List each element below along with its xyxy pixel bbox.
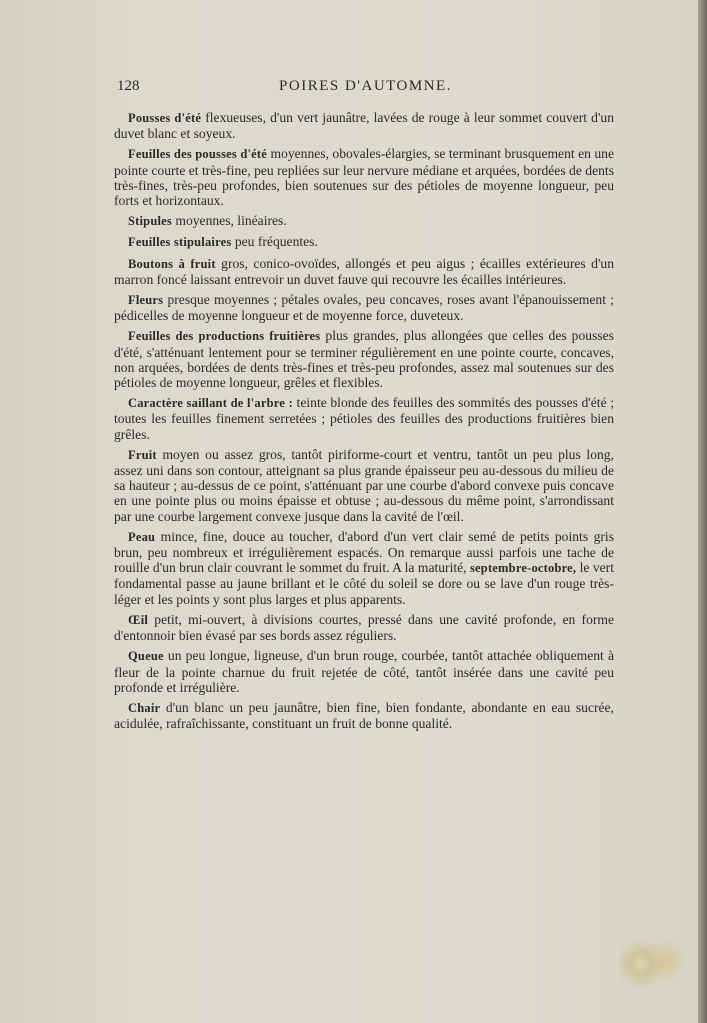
paragraph-text: plus grandes, plus allongées que celles des pousses d'été, s'atténuant lentement pour se terminer régulièrement en une pointe courte, concaves, non arquées, bordées de dents très-fines et très-peu profondes, assez mal soutenues sur des pétioles de moyenne longueur, grêles et flexibles. [114, 328, 614, 391]
paragraph-text: flexueuses, d'un vert jaunâtre, lavées de rouge à leur sommet couvert d'un duvet blanc et soyeux. [114, 110, 614, 142]
paragraph-lead: Queue [128, 649, 164, 664]
paragraph-text: presque moyennes ; pétales ovales, peu concaves, roses avant l'épanouissement ; pédicelles de moyenne longueur et de moyenne force, duveteux. [114, 292, 614, 324]
paragraph [114, 328, 614, 390]
page-number: 128 [117, 78, 140, 94]
running-title: POIRES D'AUTOMNE. [279, 78, 452, 94]
paragraph-bold-inline: septembre-octobre, [469, 561, 577, 576]
paragraph-lead: Chair [128, 700, 161, 715]
paragraph-text: teinte blonde des feuilles des sommités des pousses d'été ; toutes les feuilles finement serretées ; pétioles des feuilles des productions fruitières bien grêles. [114, 395, 615, 442]
paragraph-lead: Feuilles stipulaires [128, 235, 232, 250]
paragraph-lead: Pousses d'été [128, 111, 202, 125]
paragraph-text: mince, fine, douce au toucher, d'abord d'un vert clair semé de petits points gris brun, peu nombreux et irrégulièrement espacés. On remarque aussi parfois une tache de rouille d'un brun clair couvrant le sommet du fruit. A la maturité, [114, 528, 614, 576]
paragraph-lead: Feuilles des productions fruitières [128, 329, 321, 344]
paragraph-lead: Boutons à fruit [128, 256, 216, 271]
paragraph [114, 700, 614, 731]
paragraph [114, 395, 614, 442]
paragraph-text: moyen ou assez gros, tantôt piriforme-court et ventru, tantôt un peu plus long, assez uni dans son contour, atteignant sa plus grande épaisseur peu au-dessous du milieu de sa hauteur ; au-dessus de ce point, s'atténuant par une courbe d'abord convexe puis concave en une pointe plus ou moins épaisse et obtuse ; au-dessous du même point, s'arrondissant par une courbe largement convexe jusque dans la cavité de l'œil. [114, 446, 614, 524]
paragraph-text: gros, conico-ovoïdes, allongés et peu aigus ; écailles extérieures d'un marron foncé laissant entrevoir un duvet fauve qui recouvre les écailles intérieures. [114, 255, 614, 287]
paragraph-lead: Stipules [128, 214, 172, 229]
paragraph [114, 146, 614, 208]
paragraph-lead: Fruit [128, 447, 157, 462]
paragraph-lead: Œil [128, 612, 149, 627]
page-body [114, 110, 614, 736]
paragraph-text: d'un blanc un peu jaunâtre, bien fine, bien fondante, abondante en eau sucrée, acidulée, rafraîchissante, constituant un fruit de bonne qualité. [114, 699, 614, 732]
paragraph [114, 256, 614, 287]
paragraph-text: un peu longue, ligneuse, d'un brun rouge, courbée, tantôt attachée obliquement à fleur de la pointe charnue du fruit rejetée de côté, tantôt insérée dans une cavité peu profonde et irrégulière. [114, 648, 614, 695]
paragraph-lead: Peau [128, 529, 156, 544]
paragraph [114, 612, 614, 643]
paragraph [114, 110, 614, 141]
paragraph-text: petit, mi-ouvert, à divisions courtes, pressé dans une cavité profonde, en forme d'entonnoir bien évasé par ses bords assez réguliers. [114, 611, 614, 644]
paragraph [114, 529, 614, 607]
paragraph-text: moyennes, obovales-élargies, se terminant brusquement en une pointe courte et très-fine, peu repliées sur leur nervure médiane et arquées, bordées de dents très-fines, très-peu profondes, bien soutenues sur des pétioles de moyenne longueur, peu forts et horizontaux. [114, 146, 615, 209]
scan-artifact [612, 928, 684, 988]
paragraph [114, 292, 614, 323]
paragraph [114, 648, 614, 695]
page-header [117, 78, 614, 98]
page-edge [698, 0, 707, 1023]
paragraph [114, 234, 614, 250]
paragraph-text: moyennes, linéaires. [171, 213, 287, 229]
paragraph-text: peu fréquentes. [231, 234, 318, 250]
paragraph-lead: Caractère saillant de l'arbre : [128, 396, 293, 411]
paragraph-text: le vert fondamental passe au jaune brillant et le côté du soleil se dore ou se lave d'un rouge très-léger et les points y sont plus larges et plus apparents. [114, 560, 614, 607]
paragraph-lead: Fleurs [128, 293, 164, 308]
paragraph [114, 447, 614, 524]
paragraph-lead: Feuilles des pousses d'été [128, 147, 268, 162]
paragraph [114, 213, 614, 229]
